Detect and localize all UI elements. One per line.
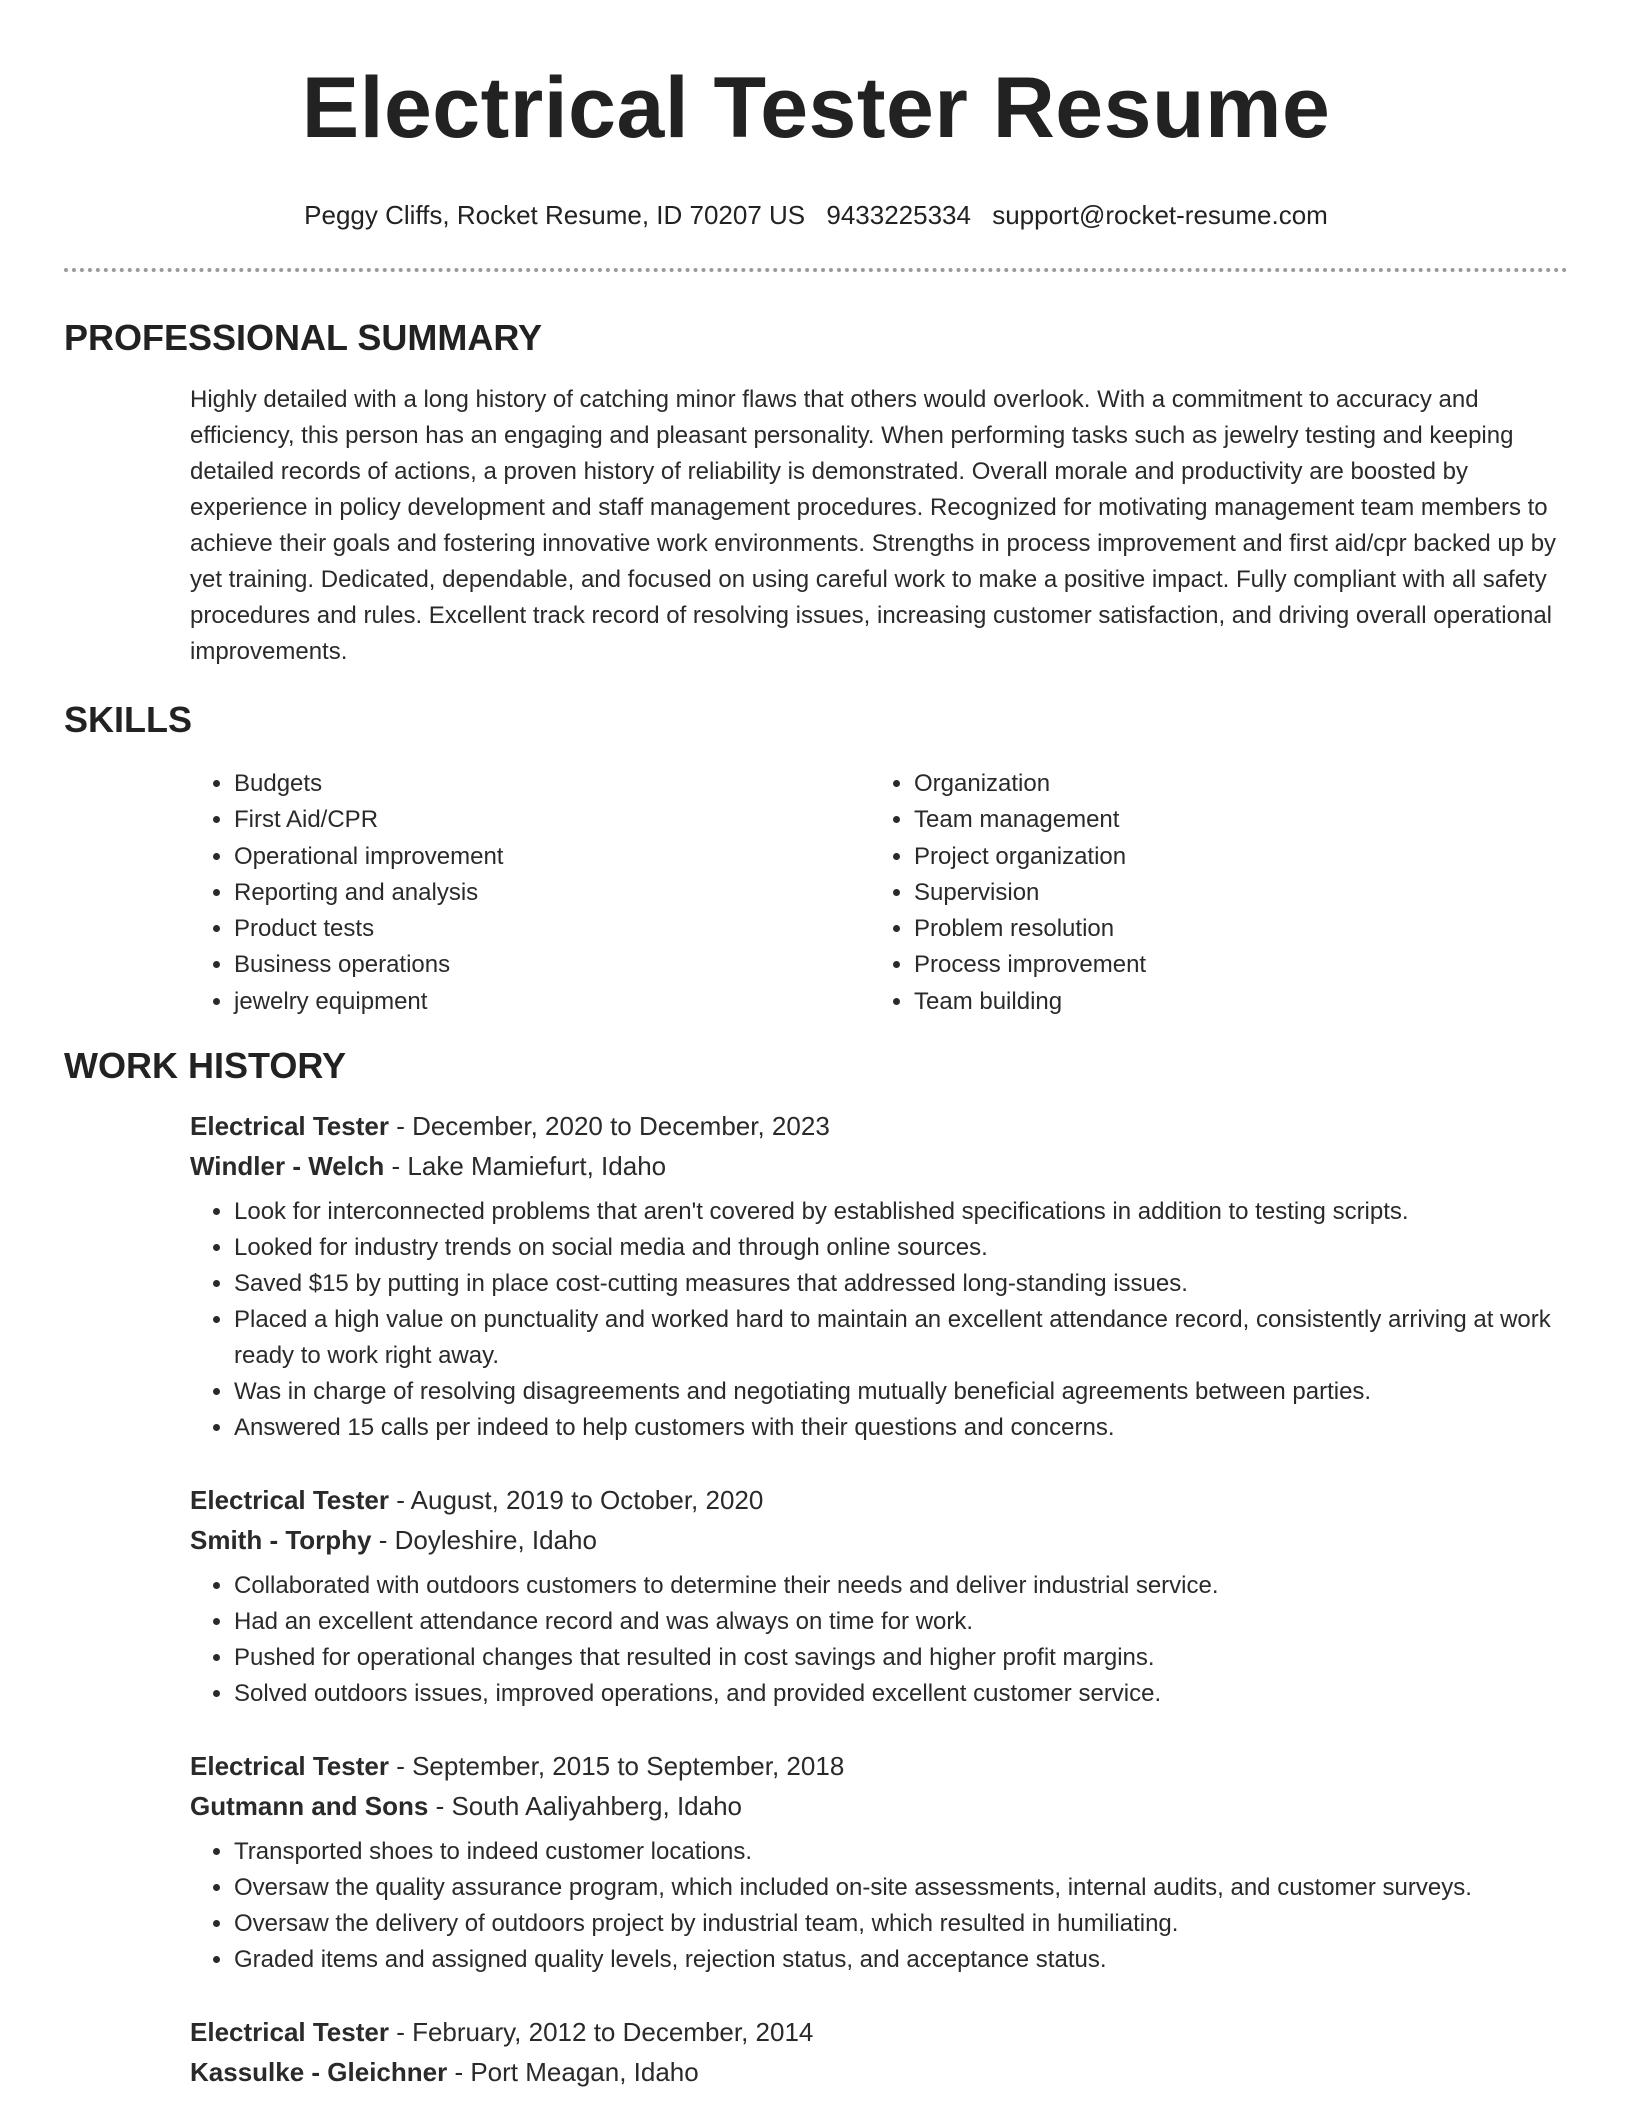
skill-item: • jewelry equipment — [234, 984, 870, 1020]
skills-section — [64, 698, 1568, 1020]
job-location: - Port Meagan, Idaho — [447, 2057, 699, 2088]
job-title: Electrical Tester — [190, 2017, 389, 2048]
job-title-line — [190, 1480, 1568, 1520]
job-title: Electrical Tester — [190, 1751, 389, 1782]
job-location: - Lake Mamiefurt, Idaho — [384, 1151, 667, 1182]
job-bullet: • Pushed for operational changes that resulted in cost savings and higher profit margins. — [234, 1640, 1568, 1676]
job-bullet: • Solved outdoors issues, improved operations, and provided excellent customer service. — [234, 1676, 1568, 1712]
job-title-line — [190, 1746, 1568, 1786]
job-company-line — [190, 1146, 1568, 1186]
skill-item: • Budgets — [234, 766, 870, 802]
skill-item: • Team building — [914, 984, 1514, 1020]
contact-phone: 9433225334 — [826, 200, 971, 230]
job-dates: - September, 2015 to September, 2018 — [388, 1751, 845, 1782]
skill-item: • Project organization — [914, 839, 1514, 875]
skill-item: • First Aid/CPR — [234, 802, 870, 838]
job-bullets — [190, 1834, 1568, 1978]
skill-item: • Reporting and analysis — [234, 875, 870, 911]
job-entry — [190, 1106, 1568, 1446]
skill-item: • Business operations — [234, 947, 870, 983]
job-bullets — [190, 1568, 1568, 1712]
job-bullet: • Collaborated with outdoors customers to determine their needs and deliver industrial service. — [234, 1568, 1568, 1604]
job-bullet: • Look for interconnected problems that aren't covered by established specifications in addition to testing scripts. — [234, 1194, 1568, 1230]
header-divider — [64, 268, 1568, 272]
job-bullet: • Answered 15 calls per indeed to help customers with their questions and concerns. — [234, 1410, 1568, 1446]
skill-item: • Team management — [914, 802, 1514, 838]
job-company: Windler - Welch — [190, 1151, 385, 1182]
job-company: Smith - Torphy — [190, 1525, 372, 1556]
job-title: Electrical Tester — [190, 1485, 389, 1516]
summary-heading: PROFESSIONAL SUMMARY — [64, 317, 543, 358]
job-company-line — [190, 2052, 1568, 2092]
job-location: - South Aaliyahberg, Idaho — [428, 1791, 743, 1822]
job-dates: - December, 2020 to December, 2023 — [388, 1111, 830, 1142]
summary-text: Highly detailed with a long history of catching minor flaws that others would overlook. With a commitment to accuracy and efficiency, this person has an engaging and pleasant personality. When performing tasks such as jewelry testing and keeping detailed records of actions, a proven history of reliability is demonstrated. Overall morale and productivity are boosted by experience in policy development and staff management procedures. Recognized for motivating management team members to achieve their goals and fostering innovative work environments. Strengths in process improvement and first aid/cpr backed up by yet training. Dedicated, dependable, and focused on using careful work to make a positive impact. Fully compliant with all safety procedures and rules. Excellent track record of resolving issues, increasing customer satisfaction, and driving overall operational improvements. — [190, 386, 1557, 665]
job-bullet: • Had an excellent attendance record and was always on time for work. — [234, 1604, 1568, 1640]
job-company-line — [190, 1520, 1568, 1560]
jobs-list — [190, 1106, 1568, 2092]
skills-columns — [190, 766, 1568, 1020]
contact-address: Peggy Cliffs, Rocket Resume, ID 70207 US — [304, 200, 806, 230]
skill-item: • Organization — [914, 766, 1514, 802]
skills-heading: SKILLS — [64, 699, 193, 740]
job-title-line — [190, 2012, 1568, 2052]
skill-item: • Operational improvement — [234, 839, 870, 875]
job-bullet: • Graded items and assigned quality levels, rejection status, and acceptance status. — [234, 1942, 1568, 1978]
job-company-line — [190, 1786, 1568, 1826]
contact-line — [64, 198, 1568, 232]
work-history-section — [64, 1044, 1568, 2092]
job-location: - Doyleshire, Idaho — [371, 1525, 597, 1556]
job-entry — [190, 1480, 1568, 1712]
skills-list-right — [870, 766, 1514, 1020]
job-bullet: • Placed a high value on punctuality and worked hard to maintain an excellent attendance record, consistently arriving at work ready to work right away. — [234, 1302, 1568, 1374]
job-dates: - August, 2019 to October, 2020 — [388, 1485, 764, 1516]
job-entry — [190, 2012, 1568, 2092]
skills-list-left — [190, 766, 870, 1020]
job-company: Kassulke - Gleichner — [190, 2057, 448, 2088]
summary-section — [64, 316, 1568, 670]
job-bullets — [190, 1194, 1568, 1446]
job-title-line — [190, 1106, 1568, 1146]
contact-email: support@rocket-resume.com — [992, 200, 1328, 230]
resume-page — [64, 0, 1568, 2126]
job-bullet: • Looked for industry trends on social media and through online sources. — [234, 1230, 1568, 1266]
work-history-heading: WORK HISTORY — [64, 1045, 347, 1087]
job-bullet: • Was in charge of resolving disagreements and negotiating mutually beneficial agreements between parties. — [234, 1374, 1568, 1410]
job-dates: - February, 2012 to December, 2014 — [388, 2017, 814, 2048]
skill-item: • Process improvement — [914, 947, 1514, 983]
skill-item: • Problem resolution — [914, 911, 1514, 947]
job-title: Electrical Tester — [190, 1111, 389, 1142]
job-bullet: • Oversaw the quality assurance program, which included on-site assessments, internal audits, and customer surveys. — [234, 1870, 1568, 1906]
job-bullet: • Transported shoes to indeed customer locations. — [234, 1834, 1568, 1870]
skill-item: • Product tests — [234, 911, 870, 947]
skill-item: • Supervision — [914, 875, 1514, 911]
resume-title: Electrical Tester Resume — [301, 60, 1331, 156]
job-entry — [190, 1746, 1568, 1978]
job-bullet: • Saved $15 by putting in place cost-cutting measures that addressed long-standing issues. — [234, 1266, 1568, 1302]
job-company: Gutmann and Sons — [190, 1791, 429, 1822]
job-bullet: • Oversaw the delivery of outdoors project by industrial team, which resulted in humiliating. — [234, 1906, 1568, 1942]
